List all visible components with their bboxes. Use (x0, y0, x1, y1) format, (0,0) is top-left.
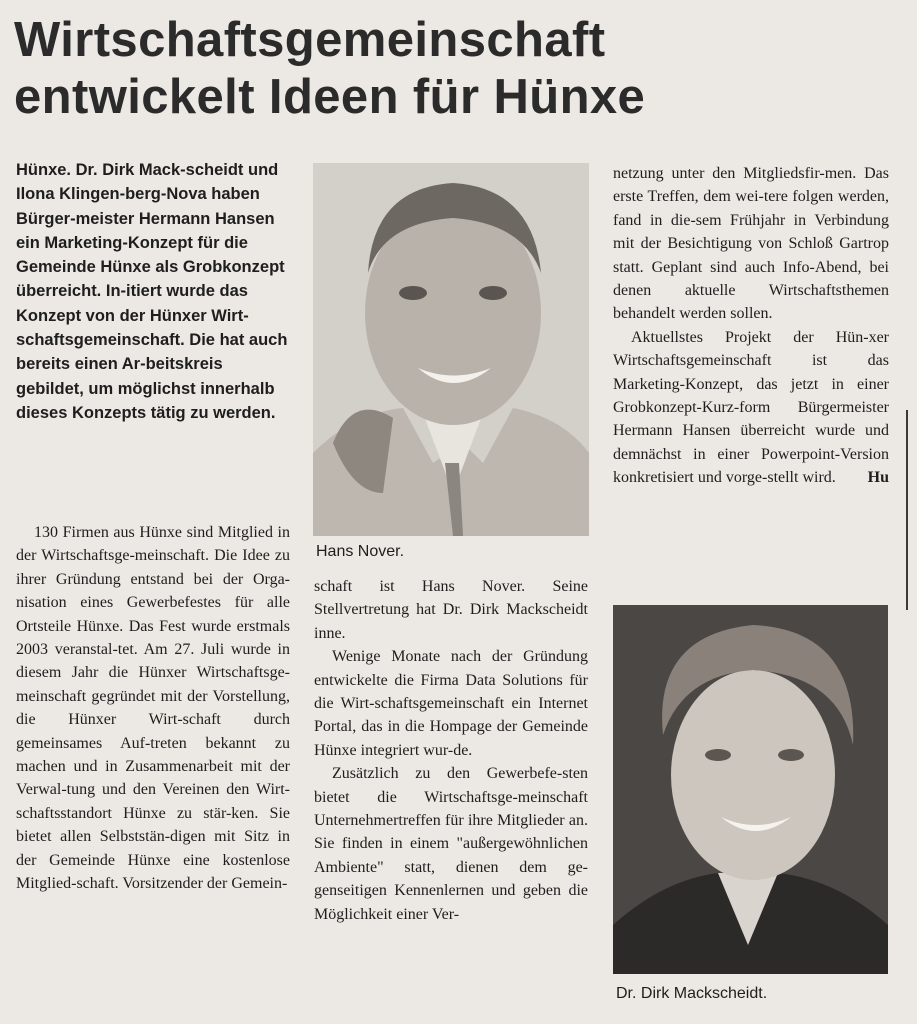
column-2-paragraph-2: Wenige Monate nach der Gründung entwickelte die Firma Data Solutions für die Wirt-schaftsgemeinschaft ein Internet Portal, das in die Hompage der Gemeinde Hünxe integriert wur-de. (314, 648, 588, 759)
headline (14, 12, 645, 126)
caption-hans-nover: Hans Nover. (316, 543, 405, 560)
portrait-illustration-1 (313, 163, 589, 536)
column-3-paragraph-2-text: Aktuellstes Projekt der Hün-xer Wirtschaftsgemeinschaft ist das Marketing-Konzept, das jetzt in einer Grobkonzept-Kurz-form Bürgermeister Hermann Hansen überreicht wurde und demnächst in einer Powerpoint-Version konkretisiert und vorge-stellt wird. (613, 328, 889, 487)
photo-hans-nover (313, 163, 589, 536)
right-edge-rule (906, 410, 908, 610)
photo-dirk-mackscheidt (613, 605, 888, 974)
lead-paragraph: Hünxe. Dr. Dirk Mack-scheidt und Ilona Klingen-berg-Nova haben Bürger-meister Hermann Hansen ein Marketing-Konzept für die Gemeinde Hünxe als Grobkonzept überreicht. In-itiert wurde das Konzept von der Hünxer Wirt-schaftsgemeinschaft. Die hat auch bereits einen Ar-beitskreis gebildet, um möglichst innerhalb dieses Konzepts tätig zu werden. (16, 161, 288, 422)
headline-line-2: entwickelt Ideen für Hünxe (14, 70, 646, 124)
column-1 (16, 521, 290, 896)
column-2-paragraph-1: schaft ist Hans Nover. Seine Stellvertretung hat Dr. Dirk Mackscheidt inne. (314, 578, 588, 642)
headline-line-1: Wirtschaftsgemeinschaft (14, 13, 606, 67)
column-3 (613, 162, 889, 490)
author-signature: Hu (867, 469, 889, 487)
column-2-paragraph-3: Zusätzlich zu den Gewerbefe-sten bietet die Wirtschaftsge-meinschaft Unternehmertreffen für ihre Mitglieder an. Sie finden in einem "außergewöhnlichen Ambiente" statt, dienen dem ge-genseitigen Kennenlernen und geben die Möglichkeit einer Ver- (314, 765, 588, 923)
caption-dirk-mackscheidt: Dr. Dirk Mackscheidt. (616, 985, 768, 1002)
column-3-paragraph-2 (613, 326, 889, 490)
column-1-paragraph: 130 Firmen aus Hünxe sind Mitglied in der Wirtschaftsge-meinschaft. Die Idee zu ihrer Gründung entstand bei der Orga-nisation eines Gewerbefestes für alle Ortsteile Hünxe. Das Fest wurde erstmals 2003 veranstal-tet. Am 27. Juli wurde in diesem Jahr die Hünxer Wirtschaftsge-meinschaft gegründet mit der Vorstellung, die Hünxer Wirt-schaft durch gemeinsames Auf-treten bekannt zu machen und in Zusammenarbeit mit der Verwal-tung und den Vereinen den Wirt-schaftsstandort Hünxe zu stär-ken. Sie bietet allen Selbststän-digen mit Sitz in der Gemeinde Hünxe eine kostenlose Mitglied-schaft. Vorsitzender der Gemein- (16, 524, 290, 893)
column-2 (314, 575, 588, 926)
portrait-illustration-2 (613, 605, 888, 974)
column-3-paragraph-1: netzung unter den Mitgliedsfir-men. Das erste Treffen, dem wei-tere folgen werden, fand in die-sem Frühjahr in Verbindung mit der Besichtigung von Schloß Gartrop statt. Geplant sind auch Info-Abend, bei denen aktuelle Wirtschaftsthemen behandelt werden sollen. (613, 165, 889, 323)
